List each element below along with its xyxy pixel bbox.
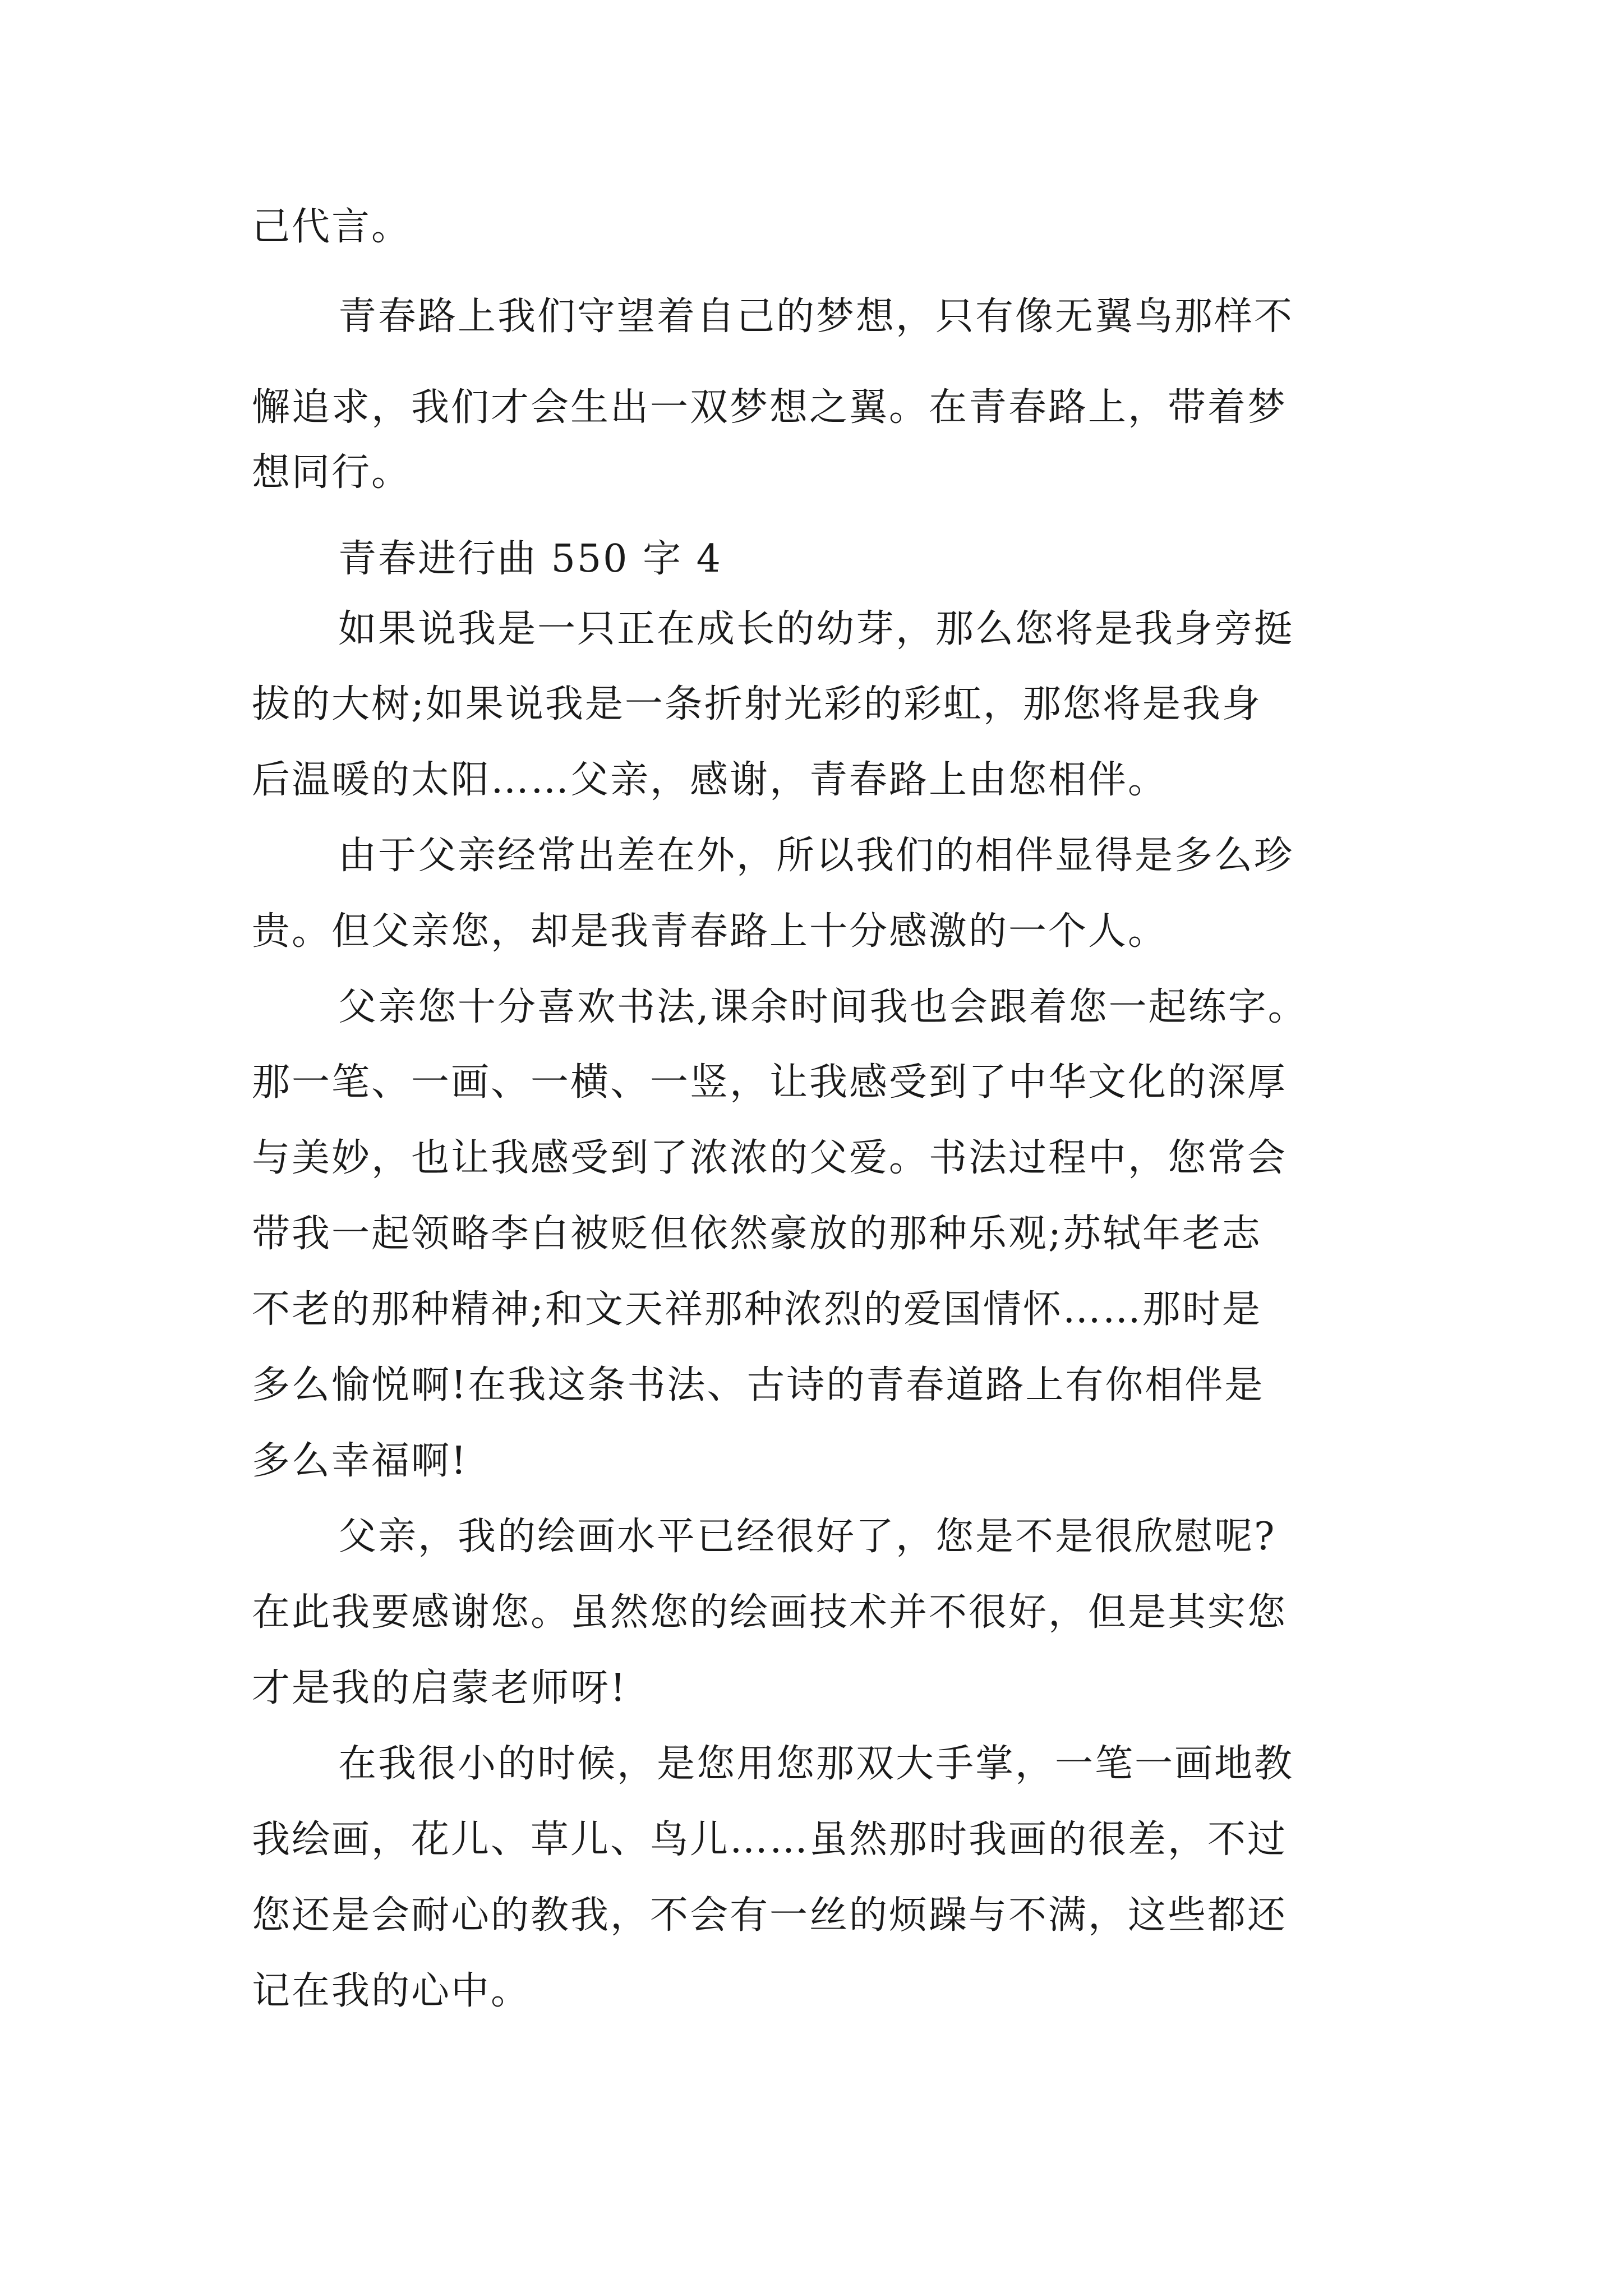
text-line: 如果说我是一只正在成长的幼芽，那么您将是我身旁挺: [338, 607, 1294, 651]
text-line: 与美妙，也让我感受到了浓浓的父爱。书法过程中，您常会: [252, 1136, 1288, 1180]
text-line: 贵。但父亲您，却是我青春路上十分感激的一个人。: [252, 909, 1168, 954]
text-line: 不老的那种精神;和文天祥那种浓烈的爱国情怀……那时是: [252, 1287, 1262, 1332]
text-line: 才是我的启蒙老师呀!: [252, 1666, 628, 1710]
text-line: 在我很小的时候，是您用您那双大手掌，一笔一画地教: [338, 1742, 1294, 1786]
text-line: 青春路上我们守望着自己的梦想，只有像无翼鸟那样不: [338, 295, 1294, 339]
text-line: 带我一起领略李白被贬但依然豪放的那种乐观;苏轼年老志: [252, 1212, 1262, 1256]
text-line: 由于父亲经常出差在外，所以我们的相伴显得是多么珍: [338, 834, 1294, 878]
text-line: 想同行。: [252, 450, 412, 495]
text-line: 父亲，我的绘画水平已经很好了，您是不是很欣慰呢?: [338, 1515, 1276, 1559]
text-line: 您还是会耐心的教我，不会有一丝的烦躁与不满，这些都还: [252, 1893, 1288, 1938]
text-line: 父亲您十分喜欢书法,课余时间我也会跟着您一起练字。: [338, 985, 1308, 1029]
text-line: 后温暖的太阳……父亲，感谢，青春路上由您相伴。: [252, 758, 1168, 802]
text-line: 记在我的心中。: [252, 1969, 531, 2013]
text-line: 多么幸福啊!: [252, 1439, 468, 1483]
section-heading: 青春进行曲 550 字 4: [338, 537, 722, 581]
text-line: 懈追求，我们才会生出一双梦想之翼。在青春路上，带着梦: [252, 385, 1288, 430]
text-line: 拔的大树;如果说我是一条折射光彩的彩虹，那您将是我身: [252, 682, 1262, 726]
text-line: 那一笔、一画、一横、一竖，让我感受到了中华文化的深厚: [252, 1060, 1288, 1105]
text-line: 多么愉悦啊!在我这条书法、古诗的青春道路上有你相伴是: [252, 1363, 1265, 1407]
text-line: 我绘画，花儿、草儿、鸟儿……虽然那时我画的很差，不过: [252, 1818, 1288, 1862]
text-line: 在此我要感谢您。虽然您的绘画技术并不很好，但是其实您: [252, 1590, 1288, 1635]
text-line: 己代言。: [252, 205, 412, 249]
